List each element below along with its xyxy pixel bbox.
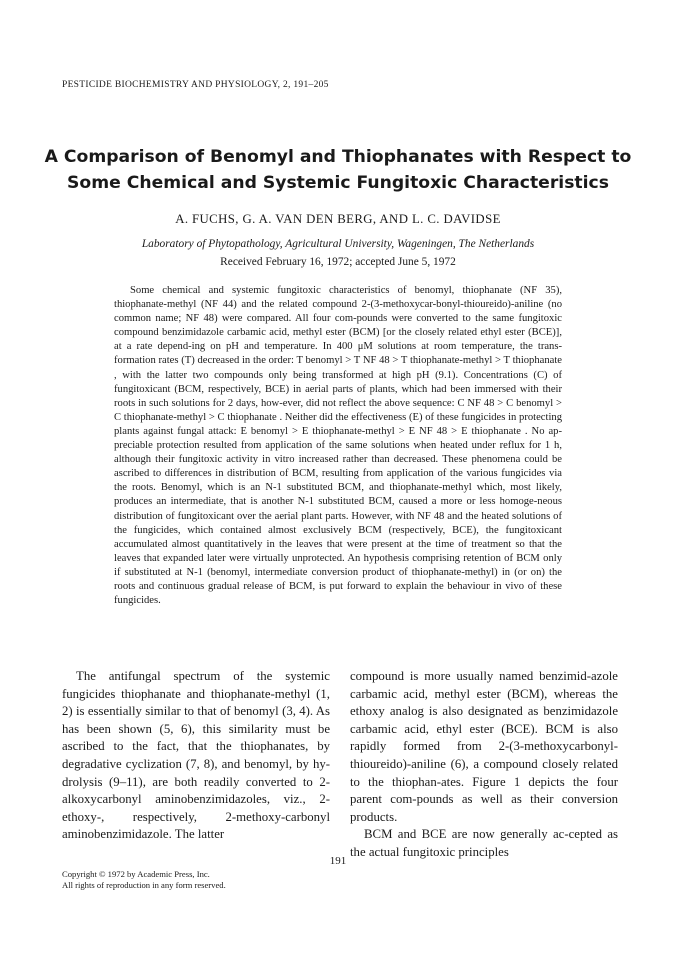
body-columns (62, 668, 618, 862)
received-dates: Received February 16, 1972; accepted June 5, 1972 (220, 256, 456, 268)
journal-header: PESTICIDE BIOCHEMISTRY AND PHYSIOLOGY, 2, 191–205 (62, 80, 329, 90)
continued-paragraph: compound is more usually named benzimid-azole carbamic acid, methyl ester (BCM), whereas the ethoxy analog is also designated as benzimidazole carbamic acid, ethyl ester (BCE). BCM is also rapidly formed from 2-(3-methoxycarbonyl-thioureido)-aniline (6), a compound closely related to the thiophan-ates. Figure 1 depicts the four parent com-pounds as well as their conversion products. (350, 669, 618, 824)
next-paragraph: BCM and BCE are now generally ac-cepted as the actual fungitoxic principles (350, 827, 618, 859)
copyright-notice (62, 869, 226, 891)
abstract: Some chemical and systemic fungitoxic characteristics of benomyl, thiophanate (NF 35), thiophanate-methyl (NF 44) and the related compound 2-(3-methoxycar-bonyl-thioureido)-aniline (no common name; NF 48) were compared. All four com-pounds were converted to the same fungitoxic compound benzimidazole carbamic acid, methyl ester (BCM) [or the closely related ethyl ester (BCE)], at a rate depend-ing on pH and temperature. In 400 μM solutions at room temperature, the trans-formation rates (T) decreased in the order: T benomyl > T NF 48 > T thiophanate-methyl > T thiophanate , with the latter two compounds only being transformed at high pH (9.1). Concentrations (C) of fungitoxicant (BCM, respectively, BCE) in aerial parts of plants, which had been immersed with their roots in such solutions for 2 days, how-ever, did not reflect the above sequence: C NF 48 > C benomyl > C thiophanate-methyl > C thiophanate . Neither did the effectiveness (E) of these fungicides in protecting plants against fungal attack: E benomyl > E thiophanate-methyl > E NF 48 > E thiophanate . No ap-preciable protection resulted from application of the same solutions when heated under reflux for 1 h, although their fungitoxic activity in vitro increased rather than decreased. These phenomena could be ascribed to differences in distribution of BCM, resulting from application of the various fungicides via the roots. Benomyl, which is an N-1 substituted BCM, and thiophanate-methyl which, most likely, produces an intermediate, that is another N-1 substituted BCM, caused a more or less homoge-neous distribution of fungitoxicant over the aerial plant parts. However, with NF 48 and the heated solutions of the fungicides, which contained almost exclusively BCM (respectively, BCE), the fungitoxicant accumulated almost quantitatively in the leaves that were present at the time of treatment so that the leaves that expanded later were virtually unprotected. An hypothesis comprising retention of BCM only if substituted at N-1 (benomyl, intermediate conversion product of thiophanate-methyl) in (or on) the roots and continuous gradual release of BCM, is put forward to explain the behaviour in vivo of these fungicides. (114, 285, 562, 607)
copyright-line: Copyright © 1972 by Academic Press, Inc. (62, 869, 210, 879)
affiliation: Laboratory of Phytopathology, Agricultural University, Wageningen, The Netherlands (141, 238, 535, 250)
author-list: A. FUCHS, G. A. VAN DEN BERG, AND L. C. DAVIDSE (175, 212, 501, 226)
intro-paragraph: The antifungal spectrum of the systemic fungicides thiophanate and thiophanate-methyl (1, 2) is essentially similar to that of benomyl (3, 4). As has been shown (5, 6), this similarity must be ascribed to the fact, that the thiophanates, by degradative cyclization (7, 8), and benomyl, by hy-drolysis (9–11), are both readily converted to 2-alkoxycarbonyl aminobenzimidazoles, viz., 2-ethoxy-, respectively, 2-methoxy-carbonyl aminobenzimidazole. The latter (62, 669, 330, 842)
rights-line: All rights of reproduction in any form reserved. (62, 880, 226, 890)
article-title: A Comparison of Benomyl and Thiophanates with Respect to Some Chemical and Systemic Fungitoxic Characteristics (44, 147, 632, 193)
left-column (62, 668, 330, 862)
page-number: 191 (329, 855, 347, 867)
right-column (350, 668, 618, 862)
